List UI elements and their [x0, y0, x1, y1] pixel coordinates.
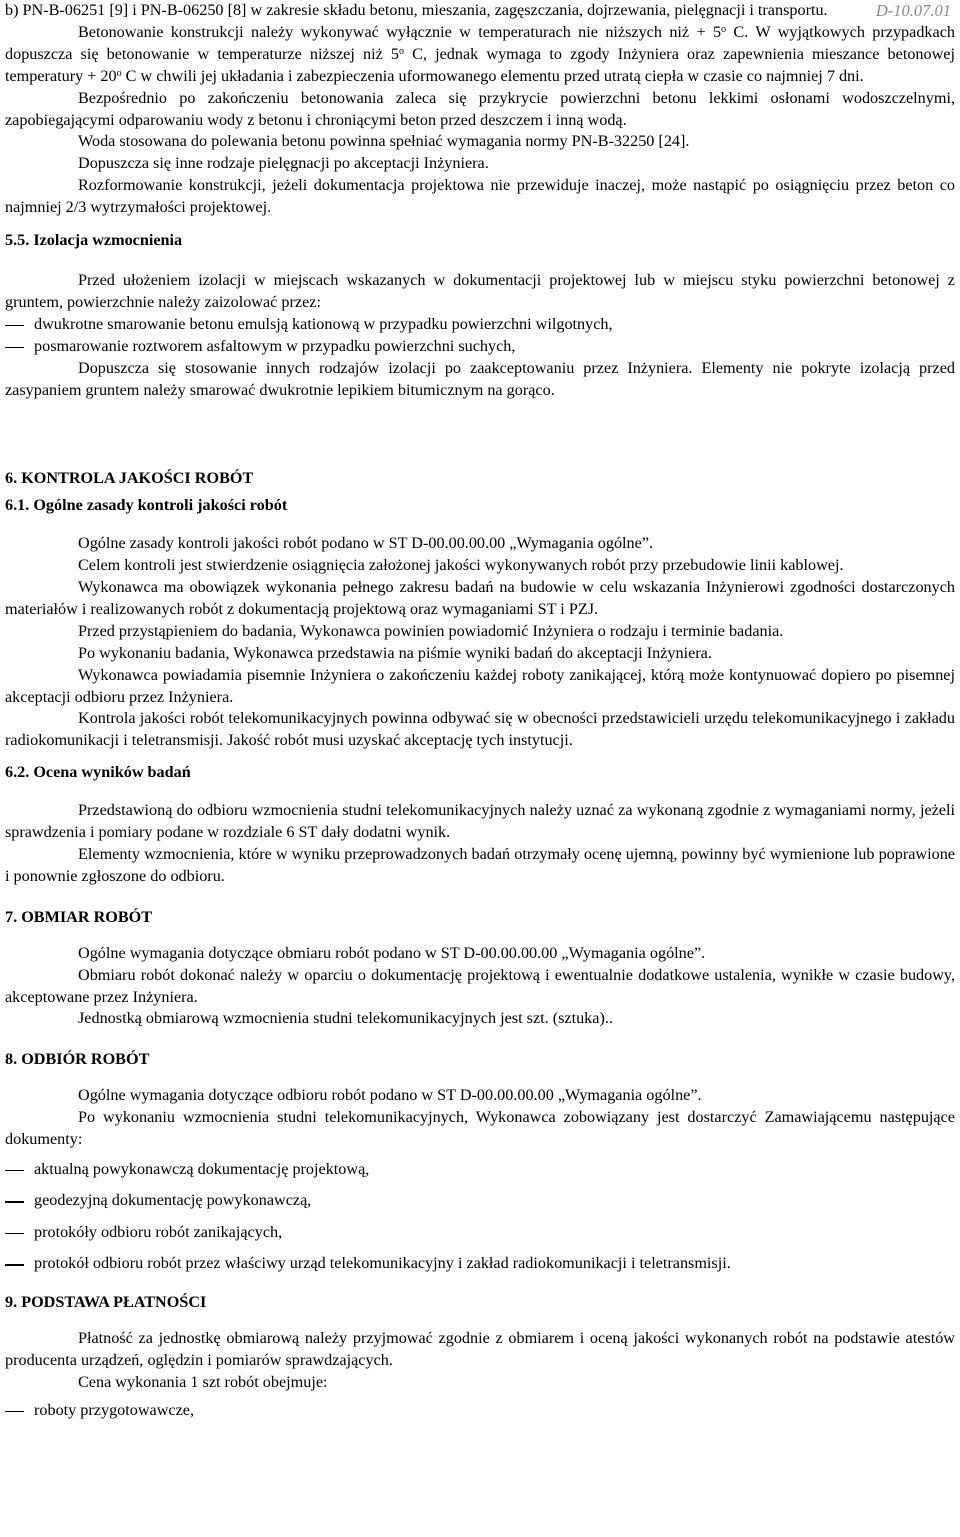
- list-item: [5, 1159, 955, 1181]
- section-heading: 6.2. Ocena wyników badań: [5, 763, 191, 782]
- section-heading: 5.5. Izolacja wzmocnienia: [5, 231, 183, 250]
- section-body: [5, 533, 955, 752]
- bullet-list: [5, 314, 955, 358]
- dash-icon: [5, 1233, 24, 1234]
- dash-icon: [5, 325, 24, 326]
- dash-icon: [5, 1264, 24, 1265]
- paragraph: Wykonawca ma obowiązek wykonania pełnego zakresu badań na budowie w celu wskazania Inżynierowi zgodności dostarczonych materiałów i realizowanych robót z dokumentacją projektową oraz wymaganiami ST i PZJ.: [5, 578, 955, 618]
- paragraph: Jednostką obmiarową wzmocnienia studni telekomunikacyjnych jest szt. (sztuka)..: [78, 1009, 613, 1028]
- chapter-heading: 9. PODSTAWA PŁATNOŚCI: [5, 1293, 207, 1312]
- paragraph: [5, 22, 955, 88]
- paragraph: Cena wykonania 1 szt robót obejmuje:: [78, 1373, 328, 1392]
- list-item: [5, 1222, 955, 1244]
- dash-icon: [5, 347, 24, 348]
- paragraph: Płatność za jednostkę obmiarową należy przyjmować zgodnie z obmiarem i oceną jakości wykonanych robót na podstawie atestów producenta urządzeń, oględzin i pomiarów sprawdzających.: [5, 1329, 955, 1370]
- bullet-list: [5, 1400, 955, 1422]
- list-item: [5, 314, 955, 336]
- bullet-list: [5, 1159, 955, 1275]
- paragraph: b) PN-B-06251 [9] i PN-B-06250 [8] w zakresie składu betonu, mieszania, zagęszczania, dojrzewania, pielęgnacji i transportu.: [5, 1, 828, 19]
- list-item: [5, 336, 955, 358]
- text: C. W wyjątkowych przypadkach dopuszcza się betonowanie w temperaturze niższej niż 5: [5, 22, 955, 63]
- paragraph: Rozformowanie konstrukcji, jeżeli dokumentacja projektowa nie przewiduje inaczej, może nastąpić po osiągnięciu przez beton co najmniej 2/3 wytrzymałości projektowej.: [5, 176, 955, 217]
- list-item: [5, 1190, 955, 1212]
- paragraph: Przed przystąpieniem do badania, Wykonawca powinien powiadomić Inżyniera o rodzaju i terminie badania.: [78, 621, 784, 640]
- dash-icon: [5, 1411, 24, 1412]
- paragraph: Elementy wzmocnienia, które w wyniku przeprowadzonych badań otrzymały ocenę ujemną, powinny być wymienione lub poprawione i ponownie zgłoszone do odbioru.: [5, 845, 955, 885]
- paragraph: Przed ułożeniem izolacji w miejscach wskazanych w dokumentacji projektowej lub w miejscu styku powierzchni betonowej z gruntem, powierzchnie należy zaizolować przez:: [5, 270, 955, 311]
- section-body: [5, 800, 955, 888]
- list-item-text: aktualną powykonawczą dokumentację projektową,: [34, 1159, 370, 1178]
- paragraph: Wykonawca powiadamia pisemnie Inżyniera o zakończeniu każdej roboty zanikającej, którą może kontynuować dopiero po pisemnej akceptacji odbioru przez Inżyniera.: [5, 665, 955, 706]
- list-item-text: protokóły odbioru robót zanikających,: [34, 1222, 283, 1241]
- degree-mark: o: [399, 45, 404, 57]
- chapter-heading: 8. ODBIÓR ROBÓT: [5, 1050, 150, 1069]
- paragraph: Po wykonaniu badania, Wykonawca przedstawia na piśmie wyniki badań do akceptacji Inżyniera.: [78, 643, 712, 662]
- text: C w chwili jej układania i zabezpieczenia uformowanego elementu przed utratą ciepła w czasie co najmniej 7 dni.: [121, 66, 864, 85]
- paragraph: Obmiaru robót dokonać należy w oparciu o dokumentację projektową i ewentualnie dodatkowe ustalenia, wynikłe w czasie budowy, akceptowane przez Inżyniera.: [5, 965, 955, 1006]
- document-page: [5, 0, 955, 1422]
- list-item: [5, 1400, 955, 1422]
- list-item: [5, 1253, 955, 1275]
- paragraph: Dopuszcza się stosowanie innych rodzajów izolacji po zaakceptowaniu przez Inżyniera. Elementy nie pokryte izolacją przed zasypaniem gruntem należy smarować dwukrotnie lepikiem bitumicznym na gorąco.: [5, 358, 955, 399]
- list-item-text: protokół odbioru robót przez właściwy urząd telekomunikacyjny i zakład radiokomunikacji i teletransmisji.: [34, 1254, 731, 1273]
- text: Betonowanie konstrukcji należy wykonywać wyłącznie w temperaturach nie niższych niż + 5: [78, 22, 722, 41]
- chapter-heading: 6. KONTROLA JAKOŚCI ROBÓT: [5, 469, 254, 488]
- paragraph: Bezpośrednio po zakończeniu betonowania zaleca się przykrycie powierzchni betonu lekkimi osłonami wodoszczelnymi, zapobiegającymi odparowaniu wody z betonu i chroniącymi beton przed deszczem i inną wodą.: [5, 88, 955, 129]
- degree-mark: o: [116, 67, 122, 79]
- paragraph: Celem kontroli jest stwierdzenie osiągnięcia założonej jakości wykonywanych robót przy przebudowie linii kablowej.: [78, 556, 844, 575]
- list-item-text: dwukrotne smarowanie betonu emulsją kationową w przypadku powierzchni wilgotnych,: [34, 314, 613, 333]
- paragraph: Przedstawioną do odbioru wzmocnienia studni telekomunikacyjnych należy uznać za wykonaną zgodnie z wymaganiami normy, jeżeli sprawdzenia i pomiary podane w rozdziale 6 ST dały dodatni wynik.: [5, 801, 955, 842]
- section-body: [5, 943, 955, 1031]
- paragraph: Ogólne zasady kontroli jakości robót podano w ST D-00.00.00.00 „Wymagania ogólne”.: [78, 534, 654, 553]
- list-item-text: roboty przygotowawcze,: [34, 1401, 195, 1419]
- chapter-heading: 7. OBMIAR ROBÓT: [5, 907, 153, 926]
- section-body: [5, 1085, 955, 1151]
- paragraph: Ogólne wymagania dotyczące odbioru robót podano w ST D-00.00.00.00 „Wymagania ogólne”.: [78, 1086, 702, 1105]
- dash-icon: [5, 1201, 24, 1202]
- list-item-text: posmarowanie roztworem asfaltowym w przypadku powierzchni suchych,: [34, 336, 516, 355]
- document-id: D-10.07.01: [875, 1, 951, 20]
- paragraph: Ogólne wymagania dotyczące obmiaru robót podano w ST D-00.00.00.00 „Wymagania ogólne”.: [78, 943, 706, 962]
- degree-mark: o: [721, 23, 727, 35]
- paragraph: Po wykonaniu wzmocnienia studni telekomunikacyjnych, Wykonawca zobowiązany jest dostarczyć Zamawiającemu następujące dokumenty:: [5, 1108, 955, 1149]
- section-body: [5, 1328, 955, 1394]
- text: C, jednak wymaga to zgody Inżyniera oraz zapewnienia mieszance betonowej temperatury + 20: [5, 44, 955, 85]
- paragraph: Dopuszcza się inne rodzaje pielęgnacji po akceptacji Inżyniera.: [78, 154, 489, 173]
- dash-icon: [5, 1170, 24, 1171]
- paragraph: Kontrola jakości robót telekomunikacyjnych powinna odbywać się w obecności przedstawicieli urzędu telekomunikacyjnego i zakładu radiokomunikacji i teletransmisji. Jakość robót musi uzyskać akceptację tych instytucji.: [5, 709, 955, 750]
- section-heading: 6.1. Ogólne zasady kontroli jakości robót: [5, 496, 288, 515]
- paragraph: Woda stosowana do polewania betonu powinna spełniać wymagania normy PN-B-32250 [24].: [78, 132, 690, 151]
- list-item-text: geodezyjną dokumentację powykonawczą,: [34, 1191, 312, 1210]
